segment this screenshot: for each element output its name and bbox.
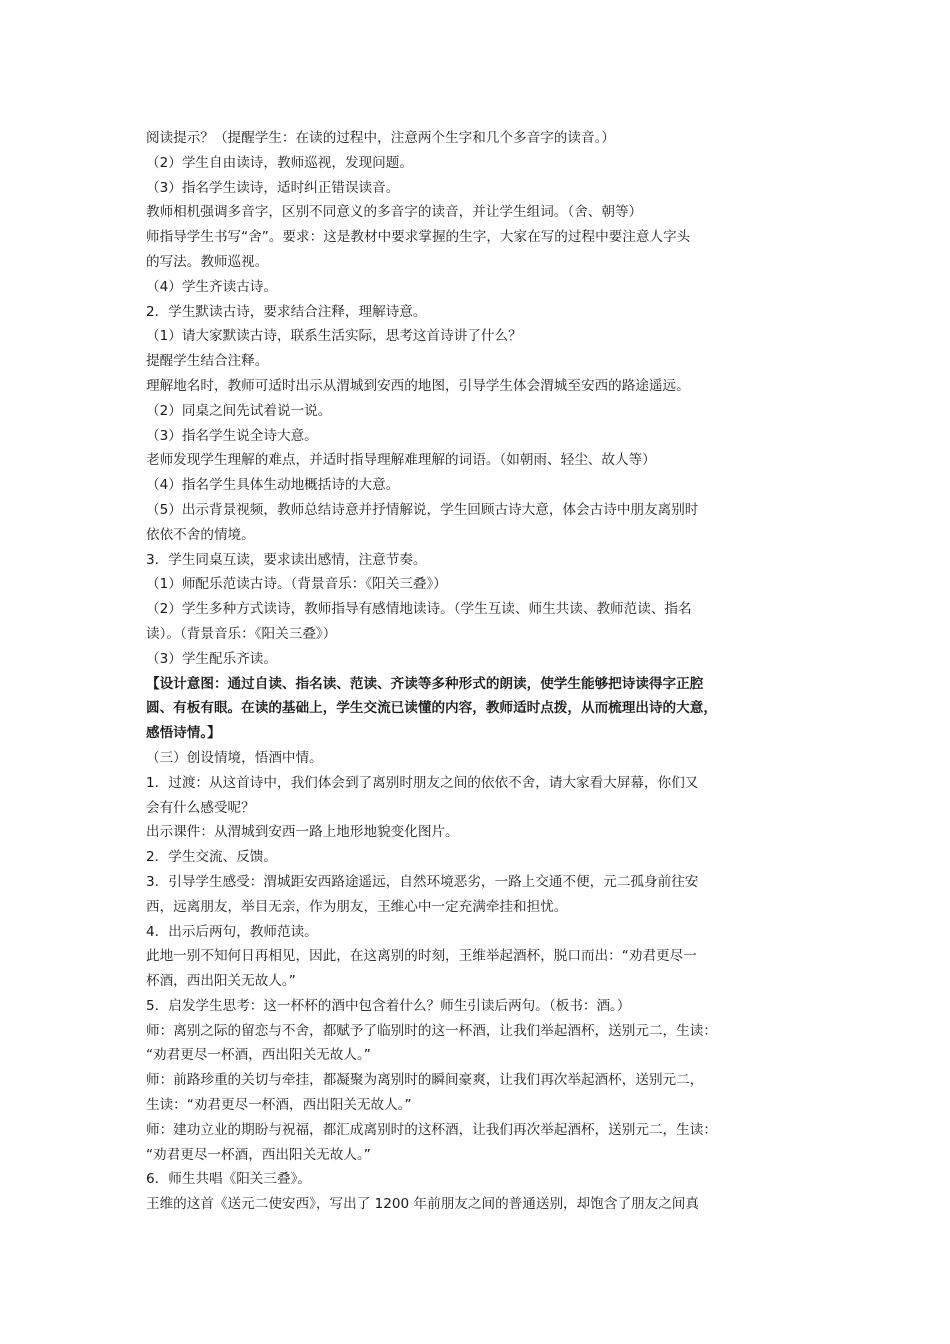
text-line: 提醒学生结合注释。 [146,353,269,370]
text-line: （4）学生齐读古诗。 [146,278,277,295]
text-line: 生读：“劝君更尽一杯酒，西出阳关无故人。” [146,1097,412,1114]
design-intent-line: 圆、有板有眼。在读的基础上，学生交流已读懂的内容，教师适时点拨，从而梳理出诗的大意， [146,700,717,717]
text-line: （3）学生配乐齐读。 [146,650,277,667]
text-line: （4）指名学生具体生动地概括诗的大意。 [146,477,400,494]
text-line: 师指导学生书写“舍”。要求：这是教材中要求掌握的生字，大家在写的过程中要注意人字头 [146,229,691,246]
text-line: 理解地名时，教师可适时出示从渭城到安西的地图，引导学生体会渭城至安西的路途遥远。 [146,377,690,394]
text-line: 此地一别不知何日再相见，因此，在这离别的时刻，王维举起酒杯，脱口而出：“劝君更尽一 [146,948,697,965]
text-line: 师：建功立业的期盼与祝福，都汇成离别时的这杯酒，让我们再次举起酒杯，送别元二，生读： [146,1121,717,1138]
text-line: （3）指名学生说全诗大意。 [146,427,318,444]
text-line: 的写法。教师巡视。 [146,253,269,270]
text-line: 4．出示后两句，教师范读。 [146,923,318,940]
text-line: （1）请大家默读古诗，联系生活实际，思考这首诗讲了什么？ [146,328,522,345]
text-line: 读）。（背景音乐：《阳关三叠》） [146,625,337,642]
text-line: “劝君更尽一杯酒，西出阳关无故人。” [146,1146,371,1163]
text-line: （2）学生自由读诗，教师巡视，发现问题。 [146,154,413,171]
text-line: 杯酒，西出阳关无故人。” [146,973,296,990]
text-line: 老师发现学生理解的难点，并适时指导理解难理解的词语。（如朝雨、轻尘、故人等） [146,452,656,469]
text-line: （2）学生多种方式读诗，教师指导有感情地读诗。（学生互读、师生共读、教师范读、指名 [146,601,692,618]
text-line: （3）指名学生读诗，适时纠正错误读音。 [146,179,400,196]
text-line: （1）师配乐范读古诗。（背景音乐：《阳关三叠》） [146,576,447,593]
text-line: 教师相机强调多音字，区别不同意义的多音字的读音，并让学生组词。（舍、朝等） [146,204,643,221]
text-line: 师：离别之际的留恋与不舍，都赋予了临别时的这一杯酒，让我们举起酒杯，送别元二，生读： [146,1022,717,1039]
text-line: （5）出示背景视频，教师总结诗意并抒情解说，学生回顾古诗大意，体会古诗中朋友离别时 [146,501,699,518]
text-line: 师：前路珍重的关切与牵挂，都凝聚为离别时的瞬间豪爽，让我们再次举起酒杯，送别元二， [146,1072,704,1089]
text-line: 1．过渡：从这首诗中，我们体会到了离别时朋友之间的依依不舍，请大家看大屏幕，你们又 [146,774,699,791]
text-line: 2．学生交流、反馈。 [146,849,277,866]
section-heading: （三）创设情境，悟酒中情。 [146,749,323,766]
text-line: 依依不舍的情境。 [146,526,255,543]
document-body [146,126,810,1217]
text-line: 西，远离朋友，举目无亲，作为朋友，王维心中一定充满牵挂和担忧。 [146,898,568,915]
text-line: 2．学生默读古诗，要求结合注释，理解诗意。 [146,303,427,320]
text-line: 会有什么感受呢？ [146,799,255,816]
text-line: 阅读提示？（提醒学生：在读的过程中，注意两个生字和几个多音字的读音。） [146,130,615,146]
text-line: 3．学生同桌互读，要求读出感情，注意节奏。 [146,551,427,568]
text-line: 王维的这首《送元二使安西》，写出了 1200 年前朋友之间的普通送别，却饱含了朋友之间真 [146,1196,699,1213]
text-line: 3．引导学生感受：渭城距安西路途遥远，自然环境恶劣，一路上交通不便，元二孤身前往安 [146,873,699,890]
text-line: 出示课件：从渭城到安西一路上地形地貌变化图片。 [146,824,459,841]
design-intent-line: 感悟诗情。】 [146,725,221,742]
text-line: 5．启发学生思考：这一杯杯的酒中包含着什么？师生引读后两句。（板书：酒。） [146,997,631,1014]
text-line: （2）同桌之间先试着说一说。 [146,402,332,419]
text-line: 6．师生共唱《阳关三叠》。 [146,1171,311,1188]
text-line: “劝君更尽一杯酒，西出阳关无故人。” [146,1047,371,1064]
design-intent-line: 【设计意图：通过自读、指名读、范读、齐读等多种形式的朗读，使学生能够把诗读得字正腔 [146,675,704,692]
